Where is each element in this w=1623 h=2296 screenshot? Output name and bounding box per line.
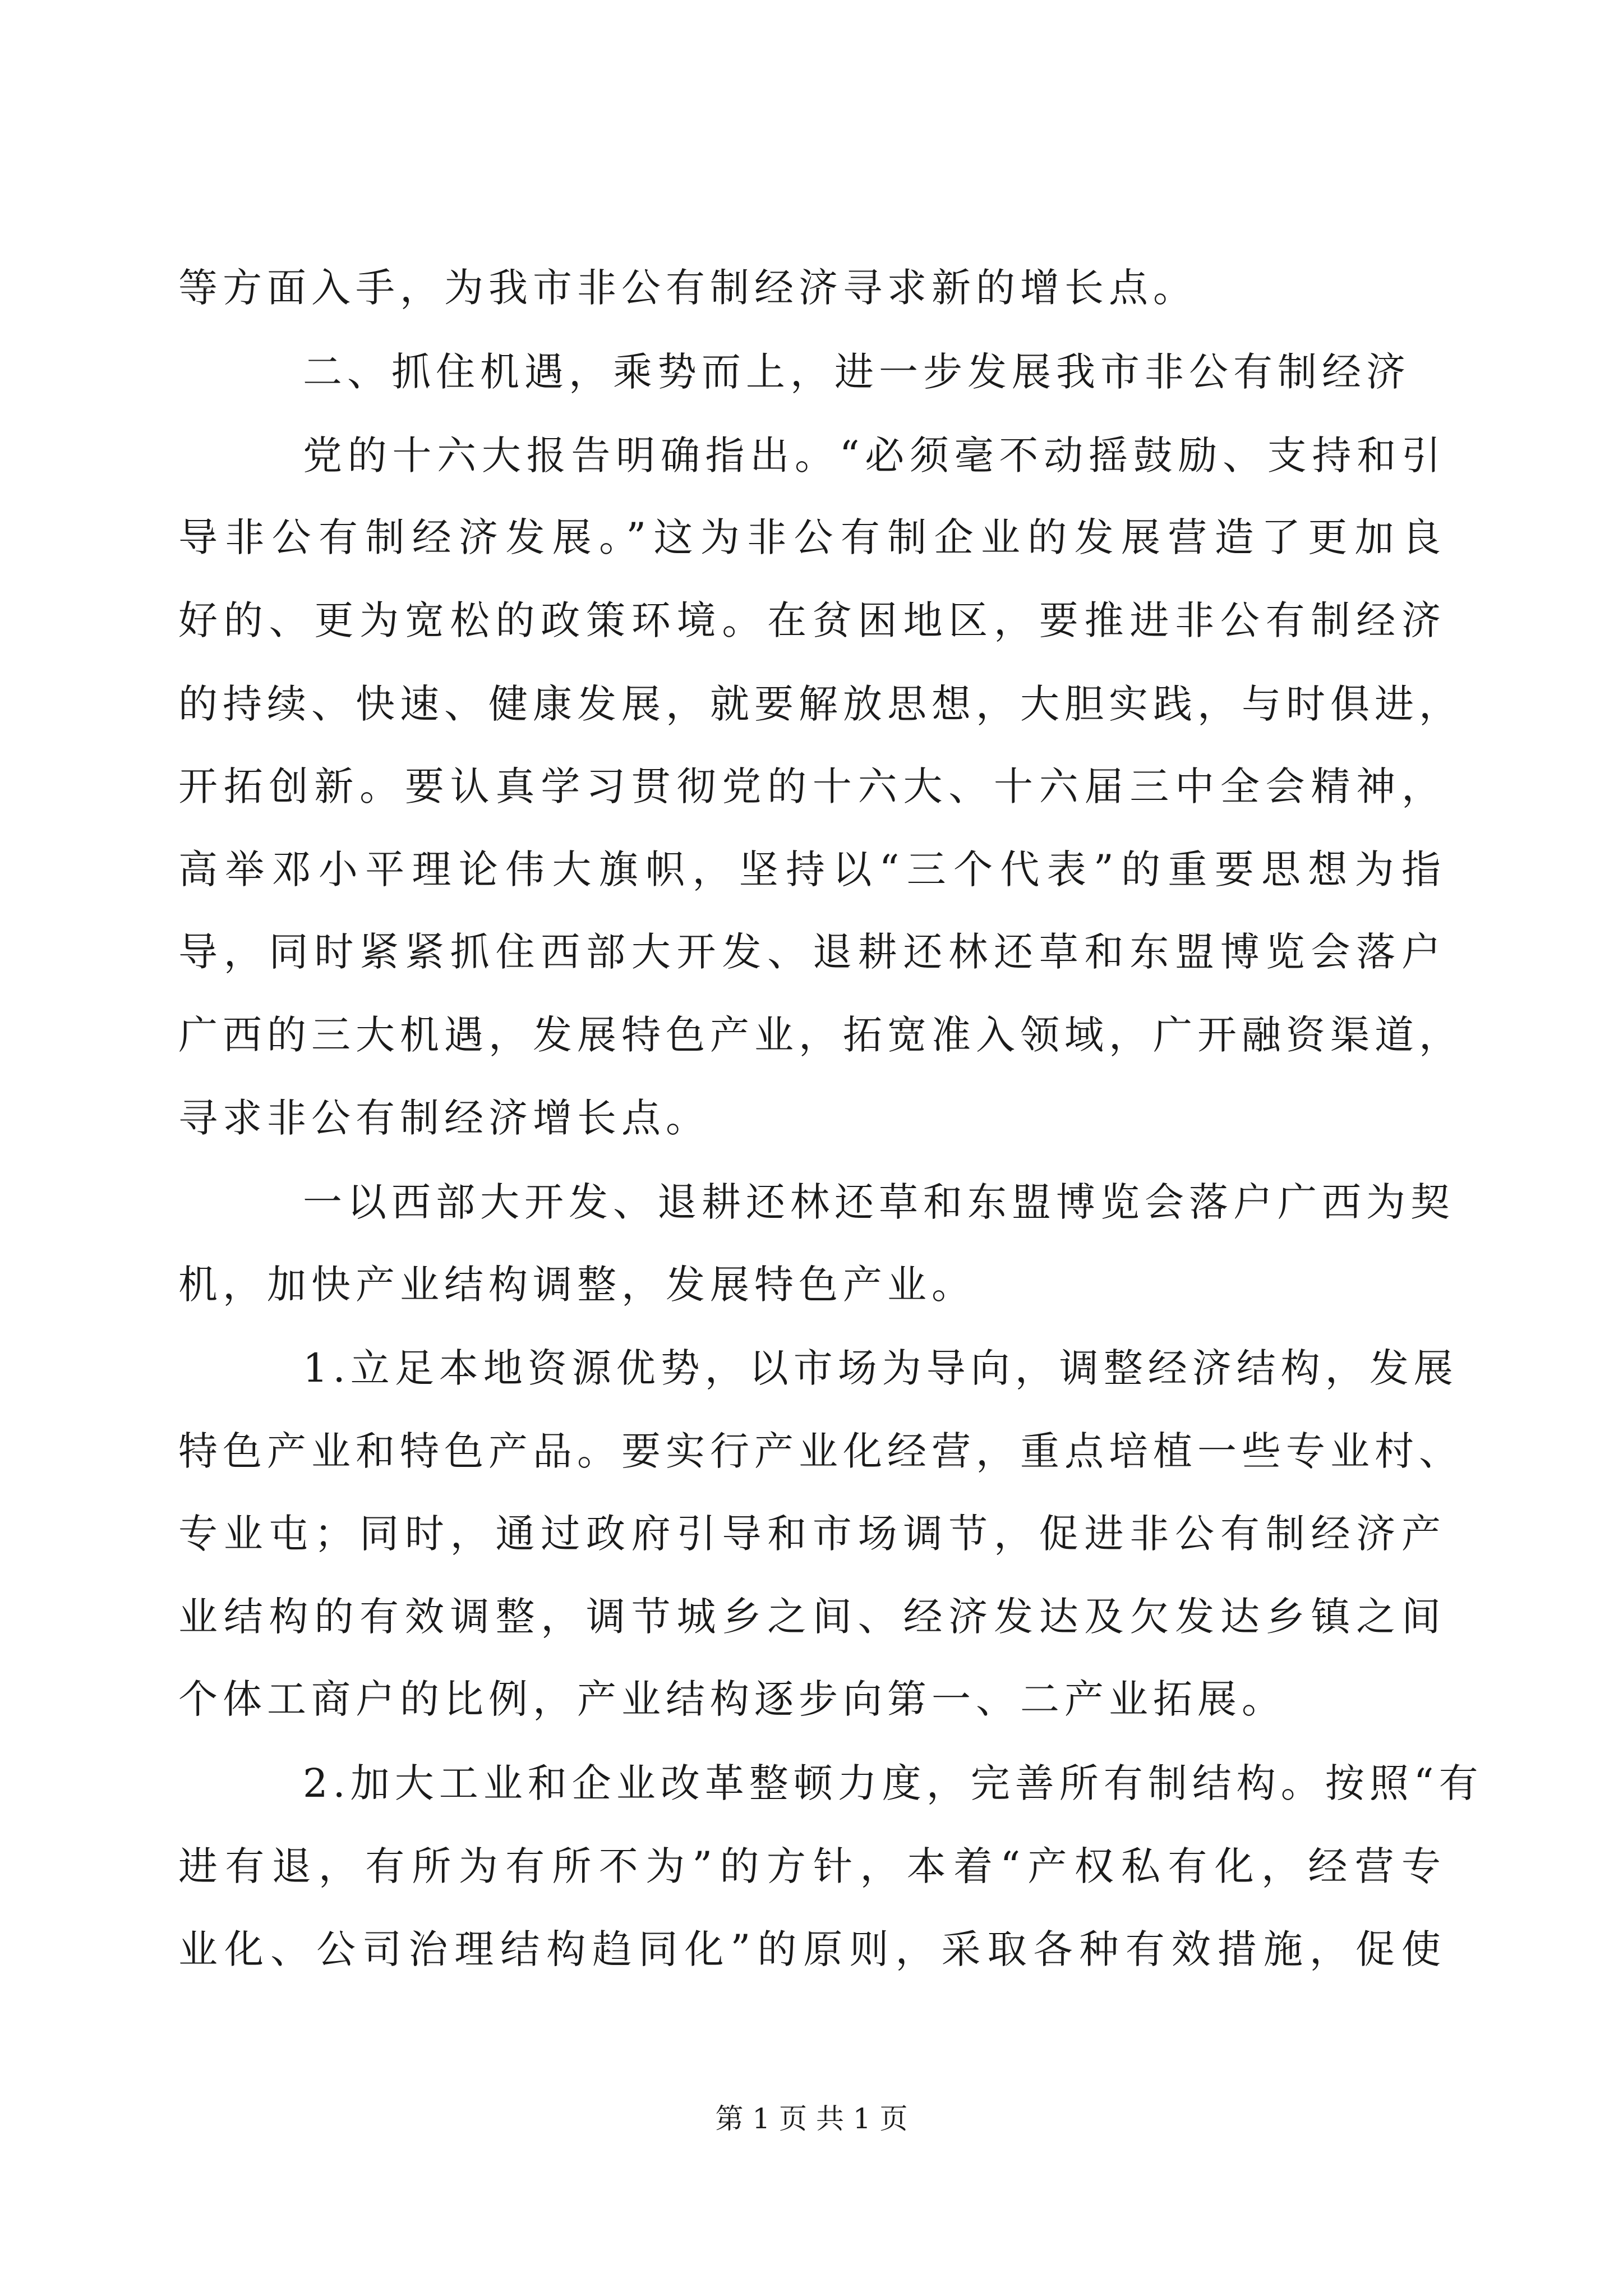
paragraph-line: 开拓创新。要认真学习贯彻党的十六大、十六届三中全会精神， <box>178 763 1446 809</box>
paragraph-line: 2.加大工业和企业改革整顿力度，完善所有制结构。按照“有 <box>303 1760 1483 1806</box>
paragraph-line: 特色产业和特色产品。要实行产业化经营，重点培植一些专业村、 <box>178 1428 1463 1474</box>
paragraph-line: 等方面入手，为我市非公有制经济寻求新的增长点。 <box>178 265 1197 311</box>
paragraph-line: 一以西部大开发、退耕还林还草和东盟博览会落户广西为契 <box>303 1179 1455 1225</box>
paragraph-line: 导，同时紧紧抓住西部大开发、退耕还林还草和东盟博览会落户 <box>178 929 1446 975</box>
paragraph-line: 广西的三大机遇，发展特色产业，拓宽准入领域，广开融资渠道， <box>178 1012 1463 1058</box>
paragraph-line: 寻求非公有制经济增长点。 <box>178 1095 710 1141</box>
paragraph-line: 业结构的有效调整，调节城乡之间、经济发达及欠发达乡镇之间 <box>178 1594 1446 1640</box>
paragraph-line: 专业屯；同时，通过政府引导和市场调节，促进非公有制经济产 <box>178 1511 1446 1557</box>
paragraph-line: 业化、公司治理结构趋同化”的原则，采取各种有效措施，促使 <box>178 1926 1446 1972</box>
paragraph-line: 好的、更为宽松的政策环境。在贫困地区，要推进非公有制经济 <box>178 597 1446 643</box>
paragraph-line: 党的十六大报告明确指出。“必须毫不动摇鼓励、支持和引 <box>303 432 1446 478</box>
section-heading: 二、抓住机遇，乘势而上，进一步发展我市非公有制经济 <box>303 349 1410 395</box>
paragraph-line: 机，加快产业结构调整，发展特色产业。 <box>178 1262 976 1308</box>
paragraph-line: 导非公有制经济发展。”这为非公有制企业的发展营造了更加良 <box>178 514 1446 560</box>
page-number-footer: 第 1 页 共 1 页 <box>715 2102 908 2135</box>
paragraph-line: 高举邓小平理论伟大旗帜，坚持以“三个代表”的重要思想为指 <box>178 846 1446 892</box>
paragraph-line: 1.立足本地资源优势，以市场为导向，调整经济结构，发展 <box>303 1345 1458 1391</box>
paragraph-line: 个体工商户的比例，产业结构逐步向第一、二产业拓展。 <box>178 1676 1286 1722</box>
paragraph-line: 的持续、快速、健康发展，就要解放思想，大胆实践，与时俱进， <box>178 681 1463 727</box>
paragraph-line: 进有退，有所为有所不为”的方针，本着“产权私有化，经营专 <box>178 1843 1446 1889</box>
